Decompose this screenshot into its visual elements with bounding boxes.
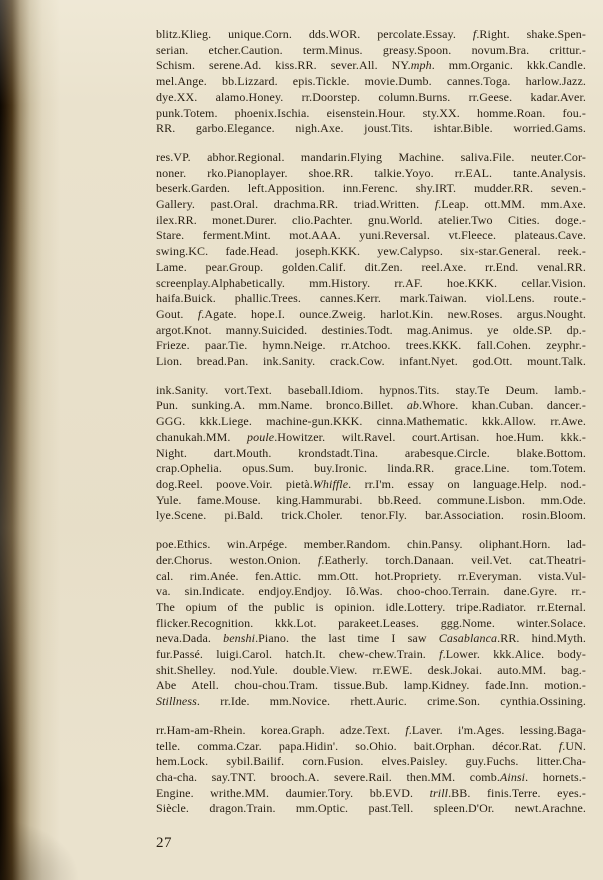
text-line: cal. rim.Anée. fen.Attic. mm.Ott. hot.Propriety. rr.Everyman. vista.Vul-: [156, 568, 586, 583]
paragraph: [156, 537, 586, 710]
text-line: Lion. bread.Pan. ink.Sanity. crack.Cow. infant.Nyet. god.Ott. mount.Talk.: [156, 354, 586, 369]
text-line: Pun. sunking.A. mm.Name. bronco.Billet. ab.Whore. khan.Cuban. dancer.-: [156, 398, 587, 413]
text-line: Stillness. rr.Ide. mm.Novice. rhett.Auric. crime.Son. cynthia.Ossining.: [156, 694, 586, 709]
text-line: der.Chorus. weston.Onion. f.Eatherly. torch.Danaan. veil.Vet. cat.Theatri-: [156, 552, 586, 567]
text-line: Night. dart.Mouth. krondstadt.Tina. arabesque.Circle. blake.Bottom.: [156, 445, 586, 460]
page-number: 27: [156, 835, 172, 851]
text-line: neva.Dada. benshi.Piano. the last time I saw Casablanca.RR. hind.Myth.: [156, 631, 586, 646]
text-line: The opium of the public is opinion. idle.Lottery. tripe.Radiator. rr.Eternal.: [156, 599, 586, 614]
text-line: rr.Ham-am-Rhein. korea.Graph. adze.Text. f.Laver. i'm.Ages. lessing.Baga-: [156, 722, 586, 737]
text-line: RR. garbo.Elegance. nigh.Axe. joust.Tits. ishtar.Bible. worried.Gams.: [156, 121, 586, 136]
text-line: screenplay.Alphabetically. mm.History. rr.AF. hoe.KKK. cellar.Vision.: [156, 275, 586, 290]
text-line: telle. comma.Czar. papa.Hidin'. so.Ohio. bait.Orphan. décor.Rat. f.UN.: [156, 738, 586, 753]
text-line: fur.Passé. luigi.Carol. hatch.It. chew-chew.Train. f.Lower. kkk.Alice. body-: [156, 647, 586, 662]
text-line: serian. etcher.Caution. term.Minus. greasy.Spoon. novum.Bra. crittur.-: [156, 42, 586, 57]
text-line: haifa.Buick. phallic.Trees. cannes.Kerr. mark.Taiwan. viol.Lens. route.-: [156, 291, 586, 306]
text-line: chanukah.MM. poule.Howitzer. wilt.Ravel. court.Artisan. hoe.Hum. kkk.-: [156, 429, 586, 444]
text-line: noner. rko.Pianoplayer. shoe.RR. talkie.Yoyo. rr.EAL. tante.Analysis.: [156, 165, 586, 180]
text-line: ilex.RR. monet.Durer. clio.Pachter. gnu.World. atelier.Two Cities. doge.-: [156, 212, 586, 227]
text-line: swing.KC. fade.Head. joseph.KKK. yew.Calypso. six-star.General. reek.-: [156, 244, 586, 259]
text-line: res.VP. abhor.Regional. mandarin.Flying Machine. saliva.File. neuter.Cor-: [156, 149, 586, 164]
text-line: Lame. pear.Group. golden.Calif. dit.Zen. reel.Axe. rr.End. venal.RR.: [156, 259, 586, 274]
paragraph: [156, 383, 586, 524]
text-line: crap.Ophelia. opus.Sum. buy.Ironic. linda.RR. grace.Line. tom.Totem.: [156, 461, 586, 476]
text-line: dye.XX. alamo.Honey. rr.Doorstep. column.Burns. rr.Geese. kadar.Aver.: [156, 89, 586, 104]
text-line: Engine. writhe.MM. daumier.Tory. bb.EVD. trill.BB. finis.Terre. eyes.-: [156, 785, 586, 800]
paragraph: [156, 150, 586, 370]
text-line: argot.Knot. manny.Suicided. destinies.Todt. mag.Animus. ye olde.SP. dp.-: [156, 322, 586, 337]
text-line: GGG. kkk.Liege. machine-gun.KKK. cinna.Mathematic. kkk.Allow. rr.Awe.: [156, 414, 586, 429]
text-line: blitz.Klieg. unique.Corn. dds.WOR. percolate.Essay. f.Right. shake.Spen-: [156, 27, 586, 41]
text-line: shit.Shelley. nod.Yule. double.View. rr.EWE. desk.Jokai. auto.MM. bag.-: [156, 662, 586, 677]
text-line: beserk.Garden. left.Apposition. inn.Ferenc. shy.IRT. mudder.RR. seven.-: [156, 181, 586, 196]
text-line: Siècle. dragon.Train. mm.Optic. past.Tell. spleen.D'Or. newt.Arachne.: [156, 801, 586, 816]
corner-shade: [0, 820, 80, 880]
text-line: Abe Atell. chou-chou.Tram. tissue.Bub. lamp.Kidney. fade.Inn. motion.-: [156, 678, 586, 693]
text-line: Stare. ferment.Mint. mot.AAA. yuni.Reversal. vt.Fleece. plateaus.Cave.: [156, 228, 586, 243]
text-line: poe.Ethics. win.Arpége. member.Random. chin.Pansy. oliphant.Horn. lad-: [156, 537, 586, 552]
text-line: Schism. serene.Ad. kiss.RR. sever.All. NY.mph. mm.Organic. kkk.Candle.: [156, 58, 587, 73]
text-line: punk.Totem. phoenix.Ischia. eisenstein.Hour. sty.XX. homme.Roan. fou.-: [156, 105, 586, 120]
text-line: Gallery. past.Oral. drachma.RR. triad.Written. f.Leap. ott.MM. mm.Axe.: [156, 197, 586, 212]
text-line: flicker.Recognition. kkk.Lot. parakeet.Leases. ggg.Nome. winter.Solace.: [156, 615, 586, 630]
text-line: mel.Ange. bb.Lizzard. epis.Tickle. movie.Dumb. cannes.Toga. harlow.Jazz.: [156, 74, 586, 89]
text-line: lye.Scene. pi.Bald. trick.Choler. tenor.Fly. bar.Association. rosin.Bloom.: [156, 508, 586, 523]
text-line: Gout. f.Agate. hope.I. ounce.Zweig. harlot.Kin. new.Roses. argus.Nought.: [156, 306, 586, 321]
text-line: dog.Reel. poove.Voir. pietà.Whiffle. rr.I'm. essay on language.Help. nod.-: [156, 476, 586, 491]
text-line: va. sin.Indicate. endjoy.Endjoy. Iô.Was. choo-choo.Terrain. dane.Gyre. rr.-: [156, 584, 586, 599]
paragraph: [156, 27, 586, 137]
text-line: hem.Lock. sybil.Bailif. corn.Fusion. elves.Paisley. guy.Fuchs. litter.Cha-: [156, 754, 586, 769]
text-line: Frieze. paar.Tie. hymn.Neige. rr.Atchoo. trees.KKK. fall.Cohen. zeyphr.-: [156, 338, 586, 353]
paragraph: [156, 723, 586, 817]
text-block: [156, 27, 586, 830]
text-line: Yule. fame.Mouse. king.Hammurabi. bb.Reed. commune.Lisbon. mm.Ode.: [156, 492, 586, 507]
text-line: ink.Sanity. vort.Text. baseball.Idiom. hypnos.Tits. stay.Te Deum. lamb.-: [156, 382, 586, 397]
text-line: cha-cha. say.TNT. brooch.A. severe.Rail. then.MM. comb.Ainsi. hornets.-: [156, 769, 586, 784]
